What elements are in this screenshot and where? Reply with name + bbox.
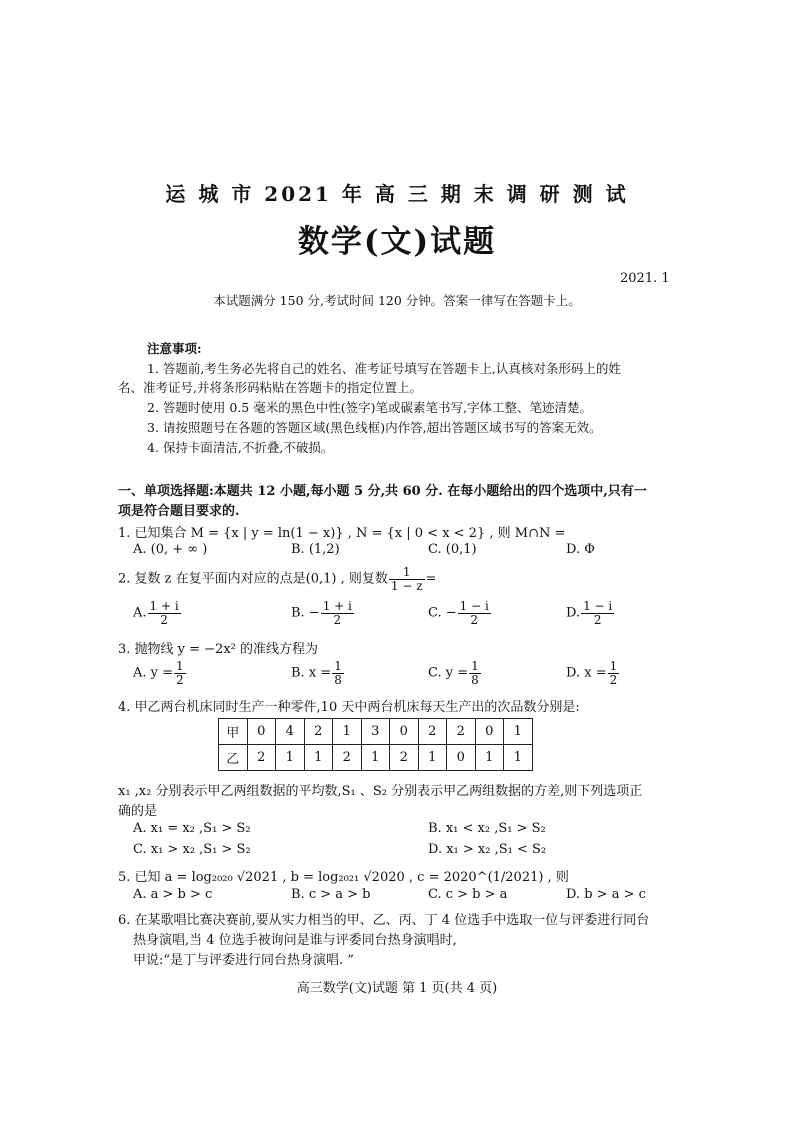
question-4-stem: 4. 甲乙两台机床同时生产一种零件,10 天中两台机床每天生产出的次品数分别是: — [118, 700, 580, 715]
notice-item-2: 2. 答题时使用 0.5 毫米的黑色中性(签字)笔或碳素笔书写,字体工整、笔迹清楚。 — [147, 400, 592, 415]
table-cell: 0 — [475, 719, 504, 745]
section1-heading-line2: 项是符合题目要求的. — [118, 504, 240, 519]
option-fraction — [458, 600, 491, 626]
question-5-stem: 5. 已知 a = log₂₀₂₀ √2021 , b = log₂₀₂₁ √2020 , c = 2020^(1/2021) , 则 — [118, 870, 569, 885]
table-cell: 2 — [390, 745, 419, 771]
table-cell: 0 — [390, 719, 419, 745]
fraction-numerator: 1 — [471, 659, 479, 673]
question-2-option-d — [566, 600, 615, 626]
question-1-option-a: A. (0, + ∞ ) — [133, 542, 208, 557]
question-3-stem: 3. 抛物线 y = −2x² 的准线方程为 — [118, 642, 319, 657]
fraction-denominator: 2 — [333, 612, 342, 627]
option-label: B. x = — [291, 665, 332, 681]
question-4-description-line1: x₁ ,x₂ 分别表示甲乙两组数据的平均数,S₁ 、S₂ 分别表示甲乙两组数据的方差,则下列选项正 — [118, 784, 643, 799]
question-5-option-a: A. a > b > c — [133, 887, 213, 902]
question-2-stem-text: 2. 复数 z 在复平面内对应的点是(0,1) , 则复数 — [118, 571, 388, 587]
question-6-line2: 热身演唱,当 4 位选手被询问是谁与评委同台热身演唱时, — [133, 933, 457, 948]
exam-intro: 本试题满分 150 分,考试时间 120 分钟。答案一律写在答题卡上。 — [213, 293, 581, 308]
table-cell: 1 — [504, 745, 533, 771]
table-cell: 2 — [333, 745, 362, 771]
defects-table — [218, 718, 533, 771]
notice-item-1-line1: 1. 答题前,考生务必先将自己的姓名、准考证号填写在答题卡上,认真核对条形码上的姓 — [147, 361, 621, 376]
table-cell: 2 — [304, 719, 333, 745]
question-4-option-c: C. x₁ > x₂ ,S₁ > S₂ — [133, 842, 251, 857]
question-4-description-line2: 确的是 — [118, 804, 158, 819]
option-label: D. x = — [566, 665, 607, 681]
table-cell: 乙 — [219, 745, 248, 771]
fraction-numerator: 1 + i — [149, 599, 179, 613]
question-3-option-c — [428, 660, 482, 686]
table-cell: 4 — [276, 719, 305, 745]
fraction-numerator: 1 − i — [459, 599, 489, 613]
table-cell: 0 — [247, 719, 276, 745]
table-cell: 1 — [475, 745, 504, 771]
question-1-option-c: C. (0,1) — [428, 542, 477, 557]
fraction-denominator: 8 — [334, 672, 342, 687]
question-3-option-a — [133, 660, 187, 686]
exam-title-line1: 运 城 市 2021 年 高 三 期 末 调 研 测 试 — [165, 182, 629, 206]
table-cell: 1 — [304, 745, 333, 771]
question-2-stem-equals: = — [425, 571, 437, 587]
option-label: D. — [566, 605, 581, 621]
table-cell: 3 — [361, 719, 390, 745]
question-2-stem-fraction — [389, 566, 425, 592]
option-fraction — [608, 660, 620, 686]
question-6-line1: 6. 在某歌唱比赛决赛前,要从实力相当的甲、乙、丙、丁 4 位选手中选取一位与评委进行同台 — [118, 913, 650, 928]
table-cell: 2 — [247, 745, 276, 771]
fraction-numerator: 1 − i — [583, 599, 613, 613]
notice-heading: 注意事项: — [147, 341, 202, 356]
page-footer: 高三数学(文)试题 第 1 页(共 4 页) — [296, 981, 498, 996]
question-3-option-b — [291, 660, 345, 686]
table-cell: 甲 — [219, 719, 248, 745]
table-cell: 1 — [333, 719, 362, 745]
option-fraction — [148, 600, 181, 626]
fraction-denominator: 2 — [160, 612, 168, 627]
fraction-numerator: 1 — [609, 659, 618, 673]
option-label: A. y = — [133, 665, 174, 681]
fraction-denominator: 2 — [176, 672, 184, 687]
option-fraction — [332, 660, 344, 686]
question-4-option-d: D. x₁ > x₂ ,S₁ < S₂ — [428, 842, 547, 857]
table-cell: 0 — [447, 745, 476, 771]
fraction-denominator: 2 — [470, 612, 479, 627]
option-fraction — [174, 660, 186, 686]
table-cell: 1 — [504, 719, 533, 745]
table-cell: 2 — [418, 719, 447, 745]
question-5-option-c: C. c > b > a — [428, 887, 508, 902]
table-row-jia — [219, 719, 533, 745]
question-1-option-d: D. Φ — [566, 542, 595, 557]
exam-title-subject: 数学(文)试题 — [297, 224, 497, 260]
option-label: A. — [133, 605, 147, 621]
question-5-option-b: B. c > a > b — [291, 887, 371, 902]
section1-heading-line1: 一、单项选择题:本题共 12 小题,每小题 5 分,共 60 分. 在每小题给出的四个选项中,只有一 — [118, 484, 647, 499]
table-cell: 1 — [276, 745, 305, 771]
fraction-denominator: 8 — [471, 672, 479, 687]
fraction-denominator: 2 — [609, 672, 618, 687]
question-2-stem — [118, 566, 436, 592]
option-label: C. − — [428, 605, 457, 621]
notice-item-4: 4. 保持卡面清洁,不折叠,不破损。 — [147, 440, 334, 455]
question-2-option-b — [291, 600, 355, 626]
option-fraction — [321, 600, 354, 626]
table-cell: 1 — [361, 745, 390, 771]
option-fraction — [581, 600, 614, 626]
question-6-line3: 甲说:“是丁与评委进行同台热身演唱. ” — [133, 953, 354, 968]
table-row-yi — [219, 745, 533, 771]
question-4-option-b: B. x₁ < x₂ ,S₁ > S₂ — [428, 821, 546, 836]
fraction-denominator: 1 − z — [390, 578, 423, 593]
option-fraction — [469, 660, 481, 686]
question-3-option-d — [566, 660, 620, 686]
notice-item-3: 3. 请按照题号在各题的答题区域(黑色线框)内作答,超出答题区域书写的答案无效。 — [147, 420, 602, 435]
option-label: C. y = — [428, 665, 469, 681]
fraction-numerator: 1 — [334, 659, 342, 673]
question-2-option-a — [133, 600, 182, 626]
notice-item-1-line2: 名、准考证号,并将条形码粘贴在答题卡的指定位置上。 — [118, 380, 422, 395]
question-1-option-b: B. (1,2) — [291, 542, 340, 557]
fraction-numerator: 1 — [176, 659, 184, 673]
question-4-option-a: A. x₁ = x₂ ,S₁ > S₂ — [133, 821, 251, 836]
fraction-denominator: 2 — [593, 612, 602, 627]
table-cell: 1 — [418, 745, 447, 771]
fraction-numerator: 1 + i — [322, 599, 352, 613]
fraction-numerator: 1 — [389, 566, 425, 580]
question-5-option-d: D. b > a > c — [566, 887, 646, 902]
table-cell: 2 — [447, 719, 476, 745]
exam-date: 2021. 1 — [620, 271, 670, 286]
question-1-stem: 1. 已知集合 M = {x | y = ln(1 − x)} , N = {x | 0 < x < 2} , 则 M∩N = — [118, 526, 566, 541]
option-label: B. − — [291, 605, 320, 621]
question-2-option-c — [428, 600, 492, 626]
